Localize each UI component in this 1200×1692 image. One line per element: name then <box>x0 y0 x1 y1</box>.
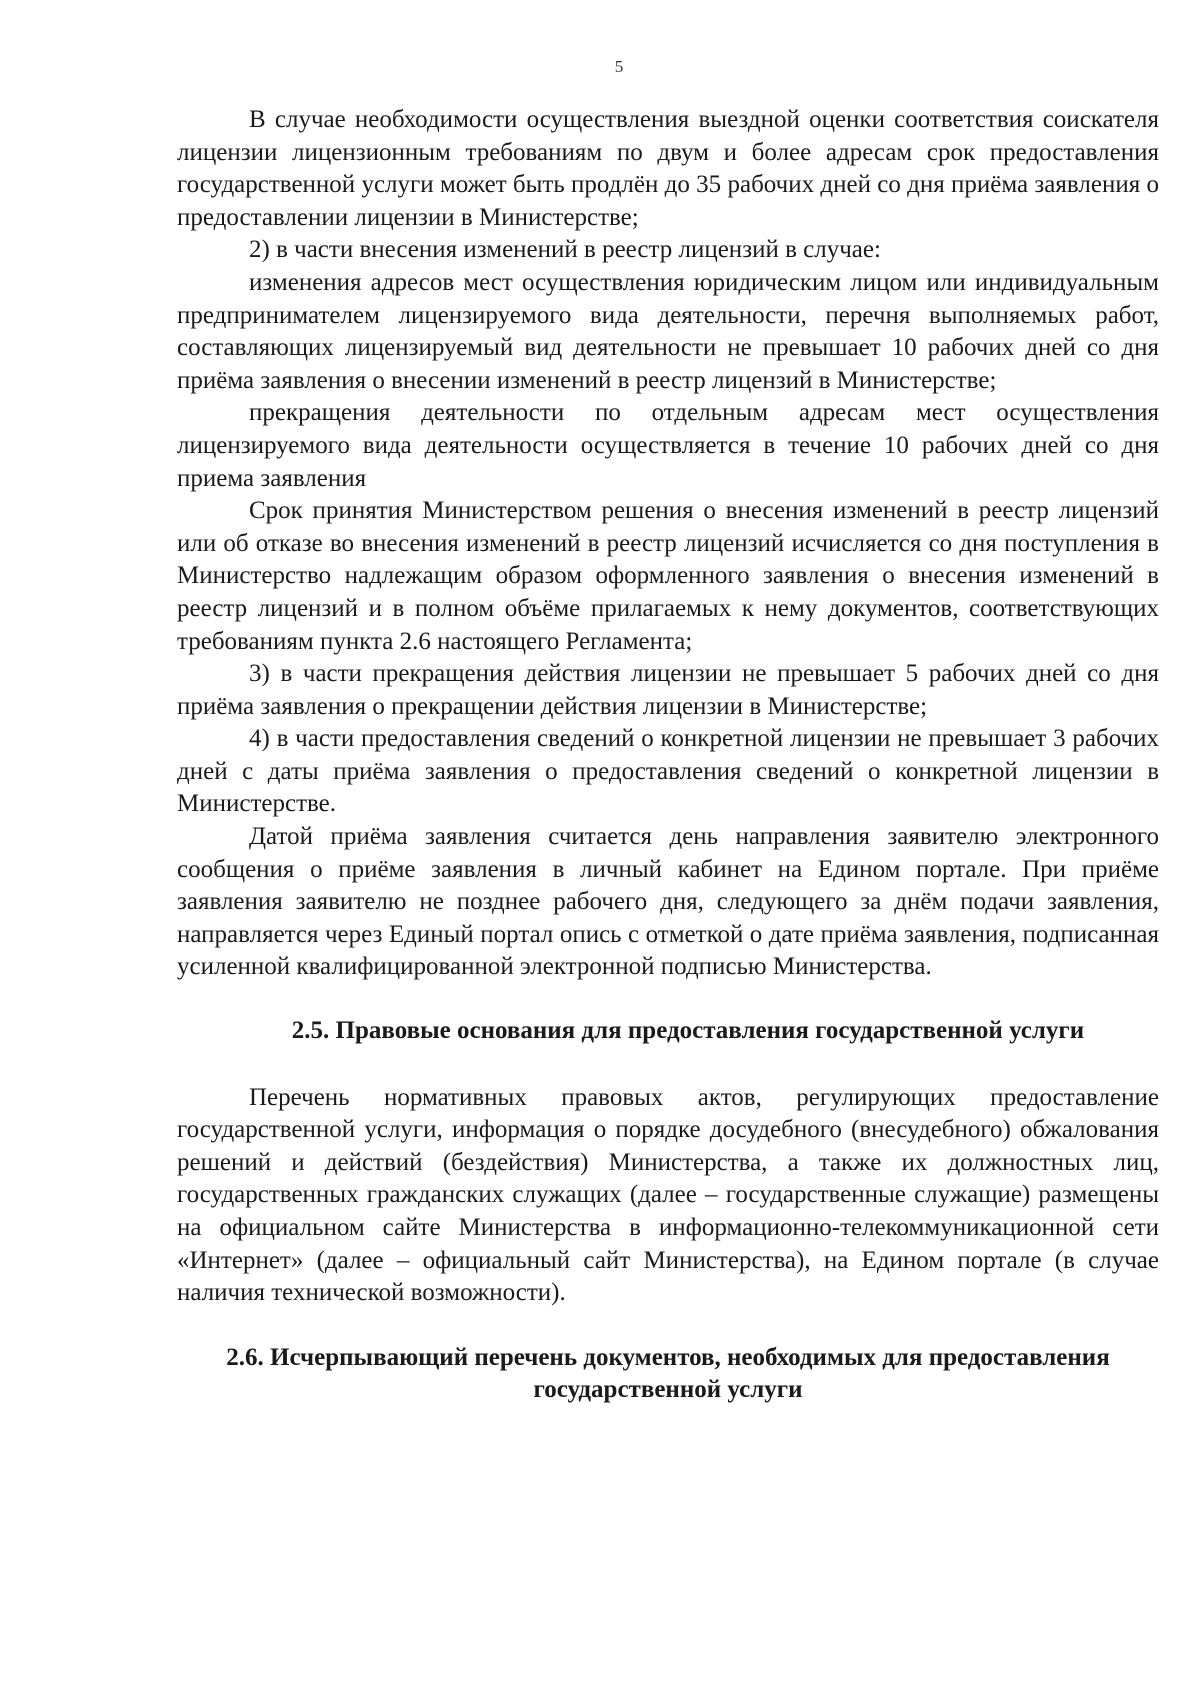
section-2-6-heading-line1: 2.6. Исчерпывающий перечень документов, необходимых для предоставления <box>226 1343 1110 1371</box>
page-content <box>177 104 1159 1407</box>
paragraph-item-4: 4) в части предоставления сведений о конкретной лицензии не превышает 3 рабочих дней с даты приёма заявления о предоставления сведений о конкретной лицензии в Министерстве. <box>177 725 1159 818</box>
paragraph-item-2: 2) в части внесения изменений в реестр лицензий в случае: <box>249 236 881 264</box>
paragraph-legal-acts: Перечень нормативных правовых актов, регулирующих предоставление государственной услуги, информация о порядке досудебного (внесудебного) обжалования решений и действий (бездействия) Министерства, а также их должностных лиц, государственных гражданских служащих (далее – государственные служащие) размещены на официальном сайте Министерства в информационно-телекоммуникационной сети «Интернет» (далее – официальный сайт Министерства), на Едином портале (в случае наличия технической возможности). <box>177 1083 1159 1307</box>
section-2-6-heading-line2: государственной услуги <box>533 1376 803 1404</box>
paragraph-decision-term: Срок принятия Министерством решения о внесения изменений в реестр лицензий или об отказе во внесения изменений в реестр лицензий исчисляется со дня поступления в Министерство надлежащим образом оформленного заявления о внесения изменений в реестр лицензий и в полном объёме прилагаемых к нему документов, соответствующих требованиям пункта 2.6 настоящего Регламента; <box>177 497 1159 655</box>
paragraph-activity-termination: прекращения деятельности по отдельным адресам мест осуществления лицензируемого вида деятельности осуществляется в течение 10 рабочих дней со дня приема заявления <box>177 399 1159 492</box>
paragraph-receipt-date: Датой приёма заявления считается день направления заявителю электронного сообщения о приёме заявления в личный кабинет на Едином портале. При приёме заявления заявителю не позднее рабочего дня, следующего за днём подачи заявления, направляется через Единый портал опись с отметкой о дате приёма заявления, подписанная усиленной квалифицированной электронной подписью Министерства. <box>177 823 1159 981</box>
section-2-6-heading <box>177 1342 1159 1407</box>
paragraph-extension-term: В случае необходимости осуществления выездной оценки соответствия соискателя лицензии лицензионным требованиям по двум и более адресам срок предоставления государственной услуги может быть продлён до 35 рабочих дней со дня приёма заявления о предоставлении лицензии в Министерстве; <box>177 106 1159 231</box>
page-number: 5 <box>614 57 624 76</box>
paragraph-item-3: 3) в части прекращения действия лицензии не превышает 5 рабочих дней со дня приёма заявления о прекращении действия лицензии в Министерстве; <box>177 660 1159 720</box>
paragraph-address-change: изменения адресов мест осуществления юридическим лицом или индивидуальным предпринимателем лицензируемого вида деятельности, перечня выполняемых работ, составляющих лицензируемый вид деятельности не превышает 10 рабочих дней со дня приёма заявления о внесении изменений в реестр лицензий в Министерстве; <box>177 268 1159 394</box>
section-2-5-heading: 2.5. Правовые основания для предоставления государственной услуги <box>291 1017 1085 1045</box>
